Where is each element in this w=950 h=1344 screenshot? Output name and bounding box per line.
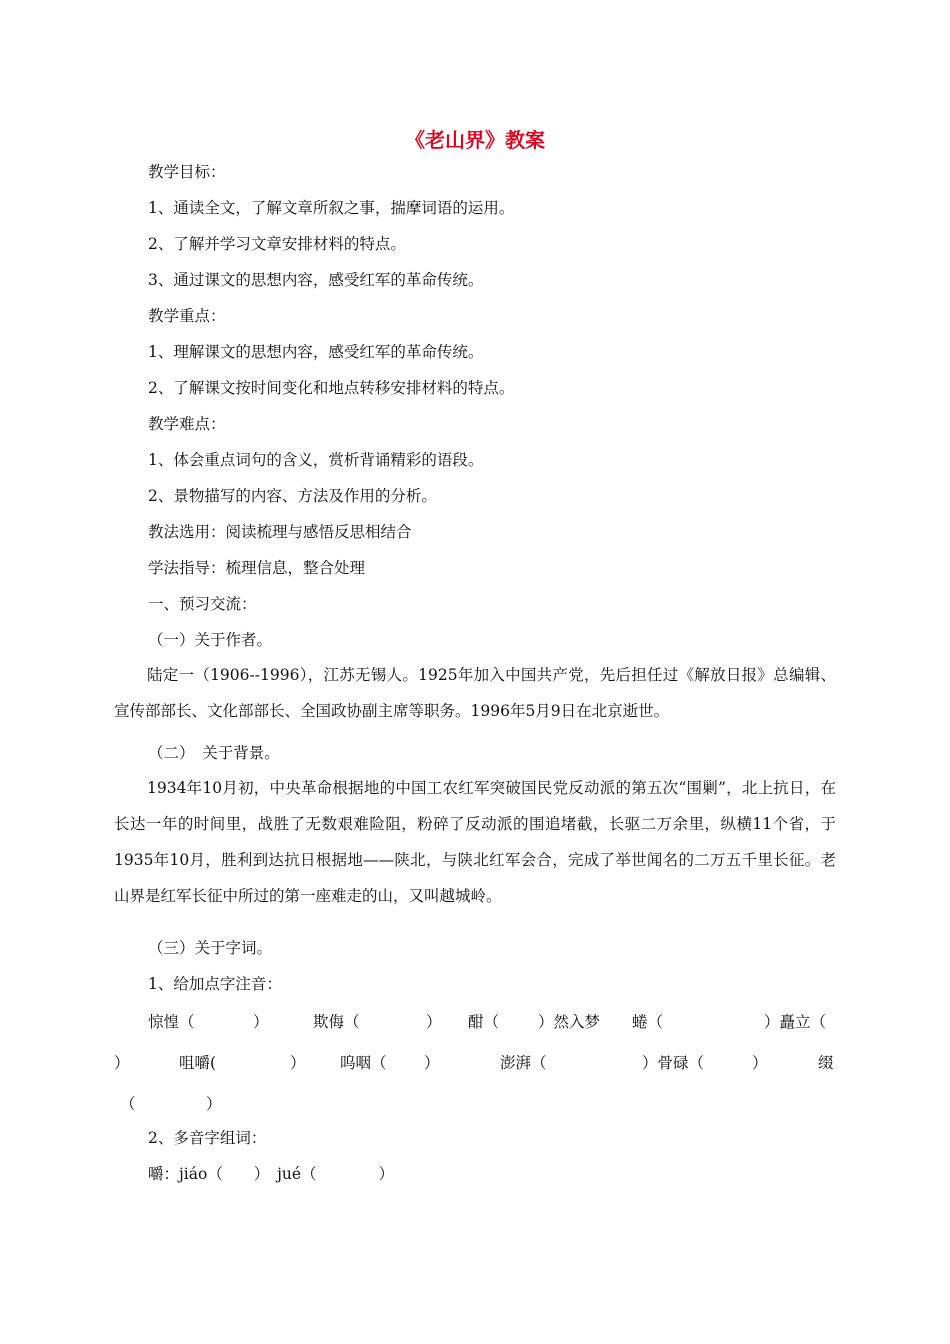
author-paragraph: 陆定一（1906--1996），江苏无锡人。1925年加入中国共产党，先后担任过《解放日报》总编辑、宣传部部长、文化部部长、全国政协副主席等职务。1996年5月9日在北京逝世。 [114,666,836,720]
pinyin-row [114,1051,836,1073]
difficulty-item: 2、景物描写的内容、方法及作用的分析。 [148,487,437,505]
goal-item: 1、通读全文，了解文章所叙之事，揣摩词语的运用。 [148,199,515,217]
document-title: 《老山界》教案 [405,128,545,152]
pinyin-item: ） [206,1095,222,1113]
pinyin-item: ）骨碌（ [642,1054,705,1072]
goal-item: 2、了解并学习文章安排材料的特点。 [148,235,406,253]
difficulty-item: 1、体会重点词句的含义，赏析背诵精彩的语段。 [148,451,484,469]
study-guidance: 学法指导：梳理信息，整合处理 [148,559,366,577]
pinyin-item: 呜咽（ [340,1054,387,1072]
background-subheading: （二） 关于背景。 [148,744,280,762]
teaching-goals-heading: 教学目标： [148,163,226,181]
author-subheading: （一）关于作者。 [148,631,273,649]
pinyin-item: 缀 [818,1054,834,1072]
pinyin-item: 酣（ [468,1013,500,1031]
key-point-item: 1、理解课文的思想内容，感受红军的革命传统。 [148,343,484,361]
section-preview-heading: 一、预习交流： [148,595,257,613]
pinyin-item: 惊惶（ [148,1013,195,1031]
pinyin-item: ）然入梦 [538,1013,601,1031]
pinyin-row [114,1010,836,1032]
pinyin-question: 1、给加点字注音： [148,975,282,993]
pinyin-item: ） [752,1054,768,1072]
pinyin-item: 咀嚼( [179,1054,217,1072]
polyphone-question: 2、多音字组词： [148,1129,267,1147]
pinyin-row [114,1092,836,1114]
pinyin-item: 澎湃（ [500,1054,547,1072]
pinyin-item: ） [424,1054,440,1072]
pinyin-item: ）矗立（ [764,1013,827,1031]
pinyin-item: ） [253,1013,269,1031]
key-points-heading: 教学重点： [148,307,226,325]
pinyin-item: ） [426,1013,442,1031]
pinyin-item: ） [290,1054,306,1072]
background-paragraph: 1934年10月初，中央革命根据地的中国工农红军突破国民党反动派的第五次“围剿”，北上抗日，在长达一年的时间里，战胜了无数艰难险阻，粉碎了反动派的围追堵截，长驱二万余里，纵横11个省，于1935年10月，胜利到达抗日根据地——陕北，与陕北红军会合，完成了举世闻名的二万五千里长征。老山界是红军长征中所过的第一座难走的山，又叫越城岭。 [114,779,836,905]
goal-item: 3、通过课文的思想内容，感受红军的革命传统。 [148,271,484,289]
pinyin-item: （ [120,1095,136,1113]
pinyin-item: ） [114,1054,130,1072]
key-point-item: 2、了解课文按时间变化和地点转移安排材料的特点。 [148,379,515,397]
vocabulary-subheading: （三）关于字词。 [148,939,273,957]
pinyin-item: 欺侮（ [313,1013,360,1031]
polyphone-item: 嚼：jiáo（ ） jué（ ） [148,1165,395,1183]
difficulties-heading: 教学难点： [148,415,226,433]
teaching-method: 教法选用：阅读梳理与感悟反思相结合 [148,523,412,541]
pinyin-item: 蜷（ [632,1013,664,1031]
